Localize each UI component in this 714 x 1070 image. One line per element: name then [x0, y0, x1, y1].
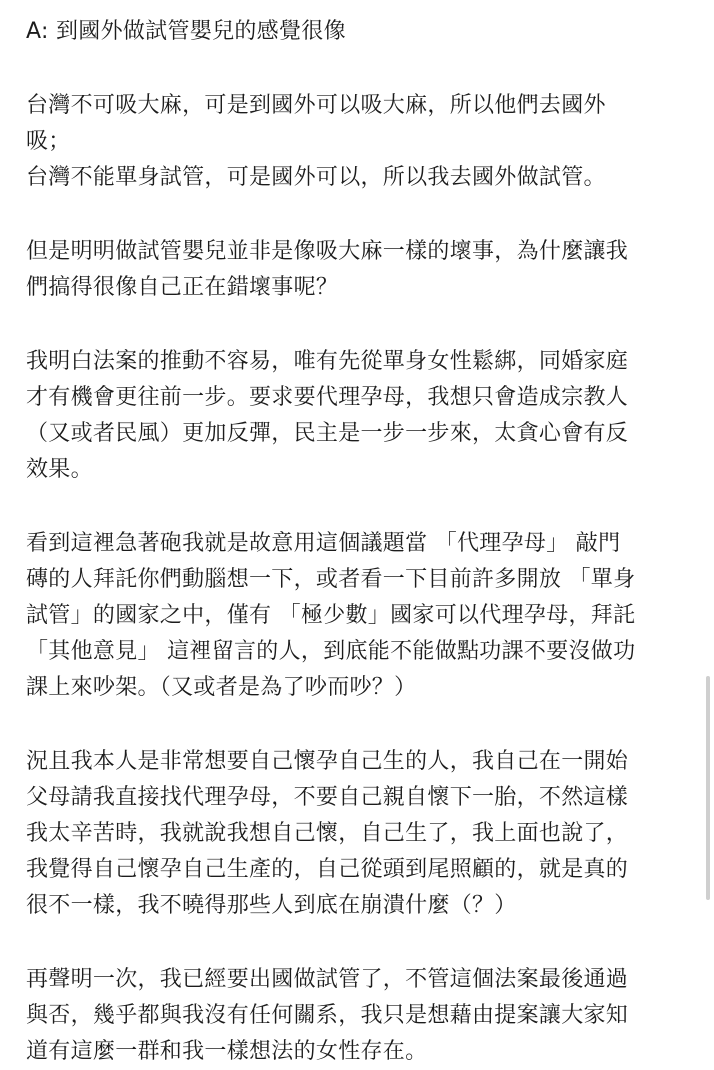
text-line: 效果。 — [26, 457, 93, 482]
text-line: 況且我本人是非常想要自己懷孕自己生的人，我自己在一開始 — [26, 749, 629, 774]
text-line: A: 到國外做試管嬰兒的感覺很像 — [26, 19, 346, 44]
text-line: （又或者民風）更加反彈，民主是一步一步來，太貪心會有反 — [26, 421, 629, 446]
text-line: 我明白法案的推動不容易，唯有先從單身女性鬆綁，同婚家庭 — [26, 349, 629, 374]
text-line: 台灣不可吸大麻，可是到國外可以吸大麻，所以他們去國外 — [26, 93, 606, 118]
scrollbar[interactable] — [706, 676, 710, 900]
text-line: 「其他意見」 這裡留言的人，到底能不能做點功課不要沒做功 — [26, 639, 636, 664]
text-line: 我覺得自己懷孕自己生產的，自己從頭到尾照顧的，就是真的 — [26, 857, 629, 882]
text-line: 很不一樣，我不曉得那些人到底在崩潰什麼（？） — [26, 893, 517, 918]
text-line: 再聲明一次，我已經要出國做試管了，不管這個法案最後通過 — [26, 967, 629, 992]
text-line: 磚的人拜託你們動腦想一下，或者看一下目前許多開放 「單身 — [26, 567, 636, 592]
paragraph — [26, 14, 696, 50]
text-line: 父母請我直接找代理孕母，不要自己親自懷下一胎，不然這樣 — [26, 785, 629, 810]
text-line: 試管」的國家之中，僅有 「極少數」國家可以代理孕母，拜託 — [26, 603, 636, 628]
text-line: 們搞得很像自己正在錯壞事呢？ — [26, 275, 339, 300]
text-line: 才有機會更往前一步。要求要代理孕母，我想只會造成宗教人 — [26, 385, 629, 410]
paragraph — [26, 344, 696, 488]
paragraph — [26, 526, 696, 706]
post-body — [26, 14, 696, 1070]
text-line: 台灣不能單身試管，可是國外可以，所以我去國外做試管。 — [26, 165, 606, 190]
paragraph — [26, 744, 696, 924]
text-line: 看到這裡急著砲我就是故意用這個議題當 「代理孕母」 敲門 — [26, 531, 621, 556]
text-line: 我太辛苦時，我就說我想自己懷，自己生了，我上面也說了， — [26, 821, 629, 846]
paragraph — [26, 88, 696, 196]
paragraph — [26, 962, 696, 1070]
text-line: 吸； — [26, 129, 71, 154]
text-line: 道有這麼一群和我一樣想法的女性存在。 — [26, 1039, 428, 1064]
paragraph — [26, 234, 696, 306]
text-line: 但是明明做試管嬰兒並非是像吸大麻一樣的壞事，為什麼讓我 — [26, 239, 629, 264]
text-line: 與否，幾乎都與我沒有任何關系，我只是想藉由提案讓大家知 — [26, 1003, 629, 1028]
text-line: 課上來吵架。（又或者是為了吵而吵？） — [26, 675, 417, 700]
